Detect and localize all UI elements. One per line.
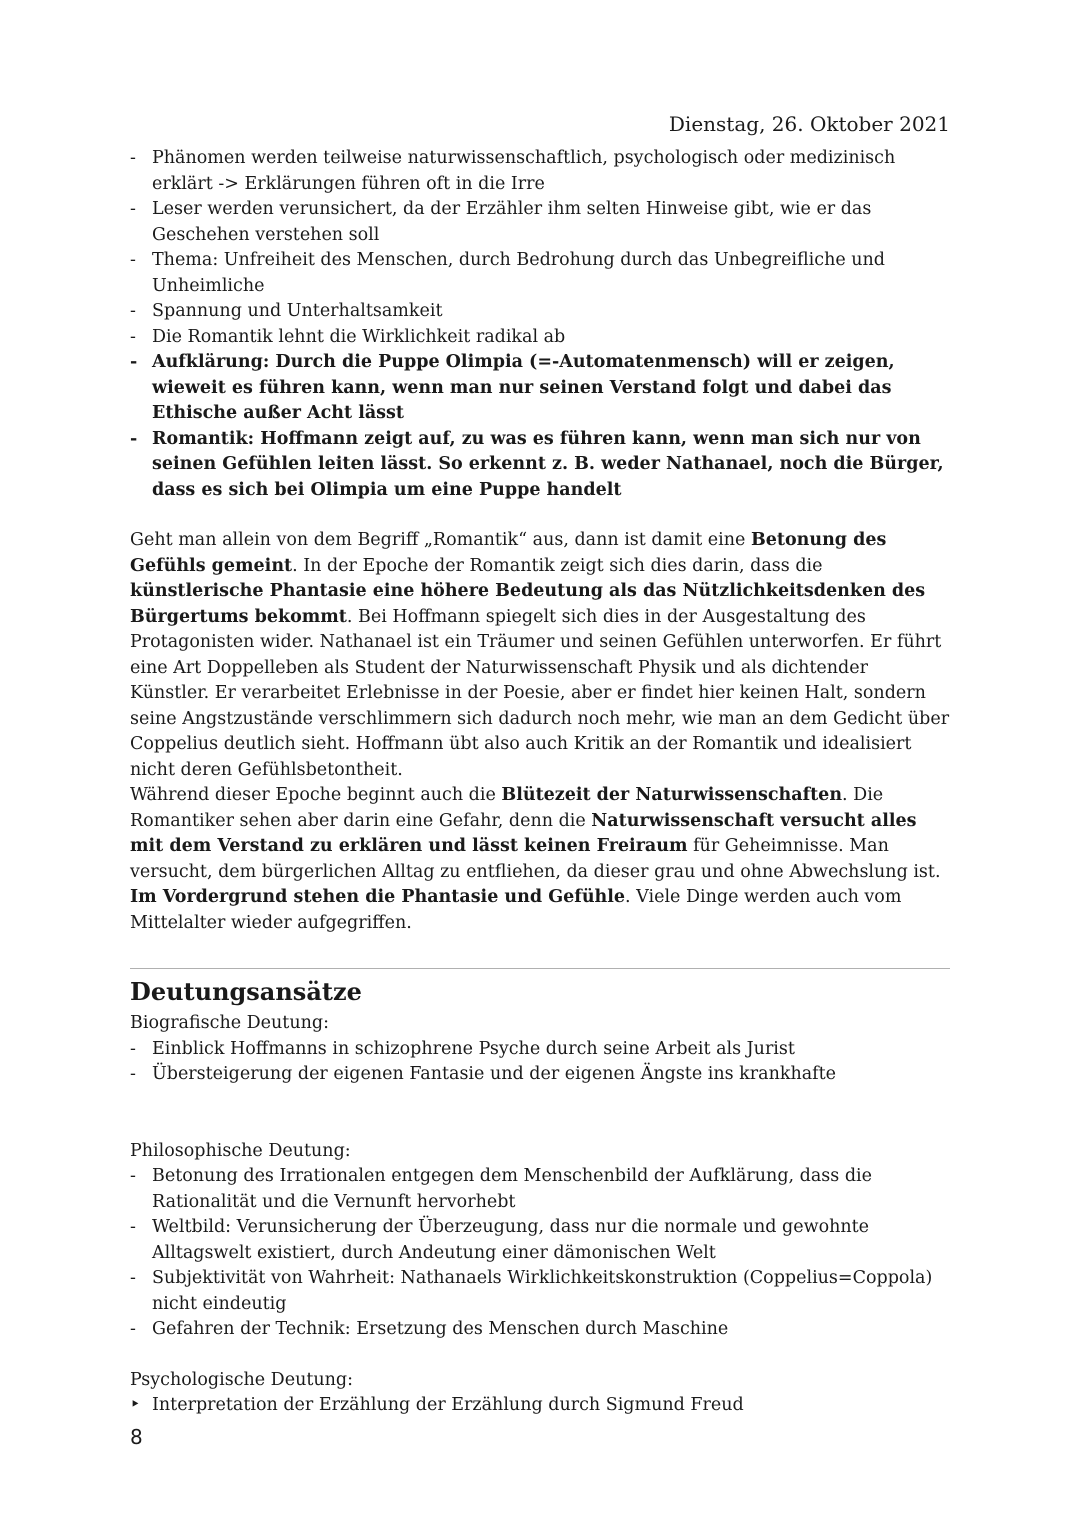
text-run: . Bei Hoffmann spiegelt sich dies in der Ausgestaltung des Protagonisten wider. Nathanael ist ein Träumer und seinen Gefühlen unterworfen. Er führt eine Art Doppelleben als Student der Naturwissenschaft Physik und als dichtender Künstler. Er verarbeitet Erlebnisse in der Poesie, aber er findet hier keinen Halt, sondern seine Angstzustände verschlimmern sich dadurch noch mehr, wie man an dem Gedicht über Coppelius deutlich sieht. Hoffmann übt also auch Kritik an der Romantik und idealisiert nicht deren Gefühlsbetontheit.	[130, 606, 950, 780]
dash-bullet-icon: -	[130, 250, 136, 270]
dash-bullet-icon: -	[130, 1217, 136, 1237]
bold-text: Im Vordergrund stehen die Phantasie und Gefühle	[130, 887, 626, 907]
dash-bullet-icon: -	[130, 301, 136, 321]
psych-label: Psychologische Deutung:	[130, 1369, 354, 1390]
feature-list	[130, 146, 950, 503]
bio-list	[130, 1037, 950, 1088]
phil-list	[130, 1164, 950, 1343]
list-item	[130, 427, 950, 504]
bold-text: Naturwissenschaft versucht alles mit dem Verstand zu erklären und lässt keinen Freiraum	[130, 810, 917, 856]
section-title: Deutungsansätze	[130, 977, 362, 1006]
dash-bullet-icon: -	[130, 1166, 136, 1186]
list-item	[130, 146, 950, 197]
text-run: . In der Epoche der Romantik zeigt sich dies darin, dass die	[292, 555, 823, 576]
text-run: für Geheimnisse. Man versucht, dem bürgerlichen Alltag zu entfliehen, da dieser grau und ohne Abwechslung ist.	[130, 836, 941, 882]
dash-bullet-icon: -	[130, 428, 138, 449]
bio-label: Biografische Deutung:	[130, 1013, 329, 1033]
bullet-triangle-icon: ‣	[130, 1395, 141, 1415]
list-item-text: Betonung des Irrationalen entgegen dem Menschenbild der Aufklärung, dass die Rationalität und die Vernunft hervorhebt	[152, 1166, 872, 1212]
dash-bullet-icon: -	[130, 1064, 136, 1084]
document-date: Dienstag, 26. Oktober 2021	[668, 112, 950, 136]
text-run: Spannung und Unterhaltsamkeit	[152, 301, 443, 321]
list-item	[130, 1164, 950, 1215]
text-run: Thema: Unfreiheit des Menschen, durch Bedrohung durch das Unbegreifliche und Unheimliche	[152, 250, 886, 296]
list-item	[130, 1266, 950, 1317]
text-run: . Die Romantiker sehen aber darin eine Gefahr, denn die	[130, 785, 884, 831]
text-run: Geht man allein von dem Begriff „Romantik“ aus, dann ist damit eine	[130, 530, 751, 550]
phil-label: Philosophische Deutung:	[130, 1140, 351, 1161]
list-item	[130, 299, 950, 325]
dash-bullet-icon: -	[130, 1319, 136, 1339]
list-item-text: Subjektivität von Wahrheit: Nathanaels Wirklichkeitskonstruktion (Coppelius=Coppola) nicht eindeutig	[152, 1268, 933, 1314]
list-item	[130, 197, 950, 248]
list-item-text: Einblick Hoffmanns in schizophrene Psyche durch seine Arbeit als Jurist	[152, 1038, 795, 1059]
text-run: Während dieser Epoche beginnt auch die	[130, 785, 502, 805]
bold-text: Blütezeit der Naturwissenschaften	[501, 785, 843, 805]
dash-bullet-icon: -	[130, 1038, 136, 1059]
list-item	[130, 1215, 950, 1266]
list-item	[130, 248, 950, 299]
section-divider	[130, 968, 950, 969]
list-item	[130, 350, 950, 427]
document-body	[130, 146, 950, 1419]
list-item	[130, 1393, 950, 1419]
romantik-paragraph	[130, 528, 950, 783]
dash-bullet-icon: -	[130, 148, 136, 168]
bold-text: Aufklärung: Durch die Puppe Olimpia (=-Automatenmensch) will er zeigen, wieweit es führen kann, wenn man nur seinen Verstand folgt und dabei das Ethische außer Acht lässt	[152, 352, 895, 423]
dash-bullet-icon: -	[130, 1268, 136, 1288]
list-item	[130, 1062, 950, 1088]
page-number: 8	[130, 1425, 143, 1449]
dash-bullet-icon: -	[130, 352, 138, 372]
bold-text: Romantik: Hoffmann zeigt auf, zu was es führen kann, wenn man sich nur von seinen Gefühlen leiten lässt. So erkennt z. B. weder Nathanael, noch die Bürger, dass es sich bei Olimpia um eine Puppe handelt	[152, 428, 944, 500]
dash-bullet-icon: -	[130, 199, 136, 219]
naturwissenschaft-paragraph	[130, 783, 950, 936]
text-run: Die Romantik lehnt die Wirklichkeit radikal ab	[152, 326, 566, 347]
text-run: Phänomen werden teilweise naturwissenschaftlich, psychologisch oder medizinisch erklärt -> Erklärungen führen oft in die Irre	[152, 148, 896, 194]
psych-list	[130, 1393, 950, 1419]
list-item	[130, 1037, 950, 1063]
dash-bullet-icon: -	[130, 326, 136, 347]
bold-text: Betonung des Gefühls gemeint	[130, 530, 887, 576]
list-item-text: Weltbild: Verunsicherung der Überzeugung, dass nur die normale und gewohnte Alltagswelt existiert, durch Andeutung einer dämonischen Welt	[152, 1217, 870, 1263]
list-item-text: Gefahren der Technik: Ersetzung des Menschen durch Maschine	[152, 1319, 729, 1339]
text-run: Leser werden verunsichert, da der Erzähler ihm selten Hinweise gibt, wie er das Geschehen verstehen soll	[152, 199, 872, 245]
list-item	[130, 325, 950, 351]
list-item-text: Interpretation der Erzählung der Erzählung durch Sigmund Freud	[152, 1395, 744, 1415]
list-item	[130, 1317, 950, 1343]
text-run: . Viele Dinge werden auch vom Mittelalter wieder aufgegriffen.	[130, 887, 902, 933]
list-item-text: Übersteigerung der eigenen Fantasie und der eigenen Ängste ins krankhafte	[152, 1064, 837, 1084]
bold-text: künstlerische Phantasie eine höhere Bedeutung als das Nützlichkeitsdenken des Bürgertums bekommt	[130, 581, 926, 627]
